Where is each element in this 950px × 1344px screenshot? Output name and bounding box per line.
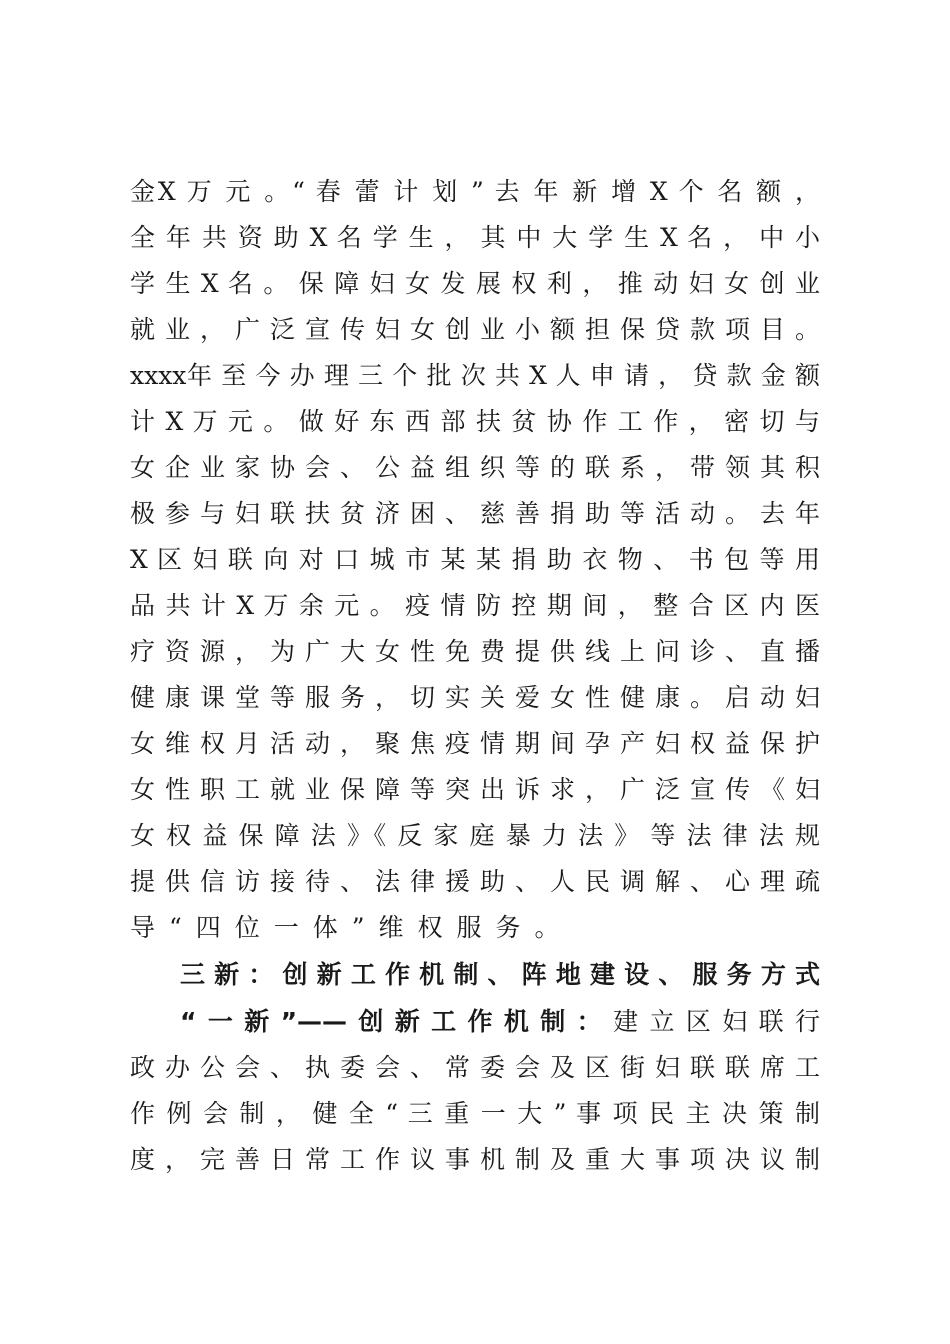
paragraph-1-line: 女 企 业 家 协 会 、 公 益 组 织 等 的 联 系 ， 带 领 其 积 <box>130 453 820 482</box>
paragraph-1-line: 女 权 益 保 障 法 》《 反 家 庭 暴 力 法 》 等 法 律 法 规 <box>130 821 820 850</box>
paragraph-2-line: 政 办 公 会 、 执 委 会 、 常 委 会 及 区 街 妇 联 联 席 工 <box>130 1053 820 1082</box>
paragraph-2-lead: “一新”——创新工作机制： <box>180 1007 614 1036</box>
paragraph-2-line: 度 ， 完 善 日 常 工 作 议 事 机 制 及 重 大 事 项 决 议 制 <box>130 1145 820 1174</box>
section-heading: 三 新 ： 创 新 工 作 机 制 、 阵 地 建 设 、 服 务 方 式 <box>180 960 820 989</box>
paragraph-1-line: xxxx年 至 今 办 理 三 个 批 次 共 X 人 申 请 ， 贷 款 金 额 <box>130 361 820 390</box>
paragraph-1-line: 女 性 职 工 就 业 保 障 等 突 出 诉 求 ， 广 泛 宣 传 《 妇 <box>130 775 820 804</box>
paragraph-1-line: 健 康 课 堂 等 服 务 ， 切 实 关 爱 女 性 健 康 。 启 动 妇 <box>130 683 820 712</box>
paragraph-1-line: 女 维 权 月 活 动 ， 聚 焦 疫 情 期 间 孕 产 妇 权 益 保 护 <box>130 729 820 758</box>
paragraph-1-line: 学 生 X 名 。 保 障 妇 女 发 展 权 利 ， 推 动 妇 女 创 业 <box>130 269 820 298</box>
paragraph-2-first-line <box>180 1004 820 1040</box>
paragraph-1-line: 疗 资 源 ， 为 广 大 女 性 免 费 提 供 线 上 问 诊 、 直 播 <box>130 637 820 666</box>
paragraph-1-line: 就 业 ， 广 泛 宣 传 妇 女 创 业 小 额 担 保 贷 款 项 目 。 <box>130 315 820 344</box>
paragraph-1-last-line: 导“四位一体”维权服务。 <box>130 913 574 942</box>
paragraph-1-line: 提 供 信 访 接 待 、 法 律 援 助 、 人 民 调 解 、 心 理 疏 <box>130 867 820 896</box>
paragraph-1-line: 金X 万 元 。“ 春 蕾 计 划 ” 去 年 新 增 X 个 名 额 ， <box>130 177 820 206</box>
paragraph-1-line: 极 参 与 妇 联 扶 贫 济 困 、 慈 善 捐 助 等 活 动 。 去 年 <box>130 499 820 528</box>
paragraph-2-first-rest: 建立区妇联行 <box>613 1007 820 1036</box>
paragraph-1-line: 全 年 共 资 助 X 名 学 生 ， 其 中 大 学 生 X 名 ， 中 小 <box>130 223 820 252</box>
paragraph-1-line: 计 X 万 元 。 做 好 东 西 部 扶 贫 协 作 工 作 ， 密 切 与 <box>130 407 820 436</box>
paragraph-1-line: X 区 妇 联 向 对 口 城 市 某 某 捐 助 衣 物 、 书 包 等 用 <box>130 545 820 574</box>
paragraph-2-line: 作 例 会 制 ， 健 全 “ 三 重 一 大 ” 事 项 民 主 决 策 制 <box>130 1099 820 1128</box>
paragraph-1-line: 品 共 计 X 万 余 元 。 疫 情 防 控 期 间 ， 整 合 区 内 医 <box>130 591 820 620</box>
